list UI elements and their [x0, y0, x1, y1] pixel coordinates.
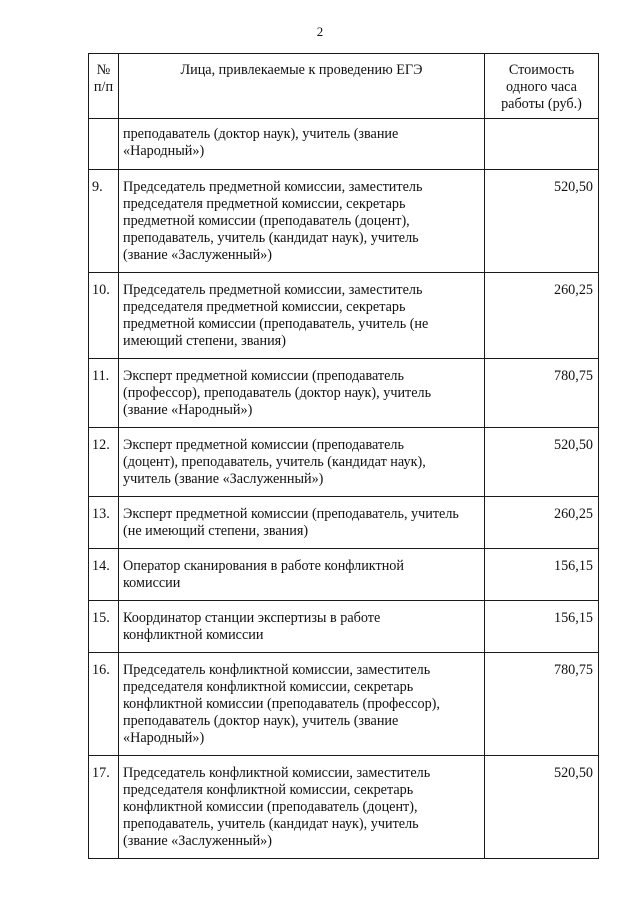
cell-persons: Координатор станции экспертизы в работе конфликтной комиссии: [119, 601, 485, 653]
page-number: 2: [316, 24, 324, 39]
cell-persons: Председатель конфликтной комиссии, заместитель председателя конфликтной комиссии, секретарь конфликтной комиссии (преподаватель (доцент), преподаватель, учитель (кандидат наук), учитель (звание «Заслуженный»): [119, 756, 485, 859]
cell-number: 13.: [89, 497, 119, 549]
cell-number: 14.: [89, 549, 119, 601]
cell-cost: 260,25: [485, 273, 599, 359]
cell-persons: Председатель конфликтной комиссии, заместитель председателя конфликтной комиссии, секретарь конфликтной комиссии (преподаватель (профессор), преподаватель (доктор наук), учитель (звание «Народный»): [119, 653, 485, 756]
table-row: [89, 601, 599, 653]
header-number: № п/п: [89, 54, 119, 119]
cell-cost: 520,50: [485, 428, 599, 497]
cell-number: 15.: [89, 601, 119, 653]
table-row: [89, 170, 599, 273]
cell-number: 10.: [89, 273, 119, 359]
table-row: [89, 653, 599, 756]
cell-persons: Председатель предметной комиссии, заместитель председателя предметной комиссии, секретарь предметной комиссии (преподаватель, учитель (не имеющий степени, звания): [119, 273, 485, 359]
table-row: [89, 359, 599, 428]
cell-number: 16.: [89, 653, 119, 756]
table-row: [89, 549, 599, 601]
cell-number: 11.: [89, 359, 119, 428]
cell-cost: 156,15: [485, 549, 599, 601]
cell-persons: Председатель предметной комиссии, заместитель председателя предметной комиссии, секретарь предметной комиссии (преподаватель (доцент), преподаватель, учитель (кандидат наук), учитель (звание «Заслуженный»): [119, 170, 485, 273]
header-hourly-cost: Стоимость одного часа работы (руб.): [485, 54, 599, 119]
cell-persons: Оператор сканирования в работе конфликтной комиссии: [119, 549, 485, 601]
cell-cost: 156,15: [485, 601, 599, 653]
payment-rates-table: [88, 53, 599, 859]
table-row: [89, 497, 599, 549]
cell-cost: 260,25: [485, 497, 599, 549]
header-persons: Лица, привлекаемые к проведению ЕГЭ: [119, 54, 485, 119]
table-row: [89, 273, 599, 359]
cell-number: 9.: [89, 170, 119, 273]
table-row-continuation: [89, 119, 599, 170]
table-row: [89, 756, 599, 859]
cell-cost: 780,75: [485, 359, 599, 428]
cell-number: 17.: [89, 756, 119, 859]
cell-cost: [485, 119, 599, 170]
cell-number: 12.: [89, 428, 119, 497]
cell-cost: 780,75: [485, 653, 599, 756]
cell-persons: Эксперт предметной комиссии (преподаватель (профессор), преподаватель (доктор наук), учитель (звание «Народный»): [119, 359, 485, 428]
cell-cost: 520,50: [485, 756, 599, 859]
cell-number: [89, 119, 119, 170]
table-row: [89, 428, 599, 497]
cell-persons: преподаватель (доктор наук), учитель (звание «Народный»): [119, 119, 485, 170]
cell-cost: 520,50: [485, 170, 599, 273]
cell-persons: Эксперт предметной комиссии (преподаватель (доцент), преподаватель, учитель (кандидат наук), учитель (звание «Заслуженный»): [119, 428, 485, 497]
cell-persons: Эксперт предметной комиссии (преподаватель, учитель (не имеющий степени, звания): [119, 497, 485, 549]
table-header-row: [89, 54, 599, 119]
